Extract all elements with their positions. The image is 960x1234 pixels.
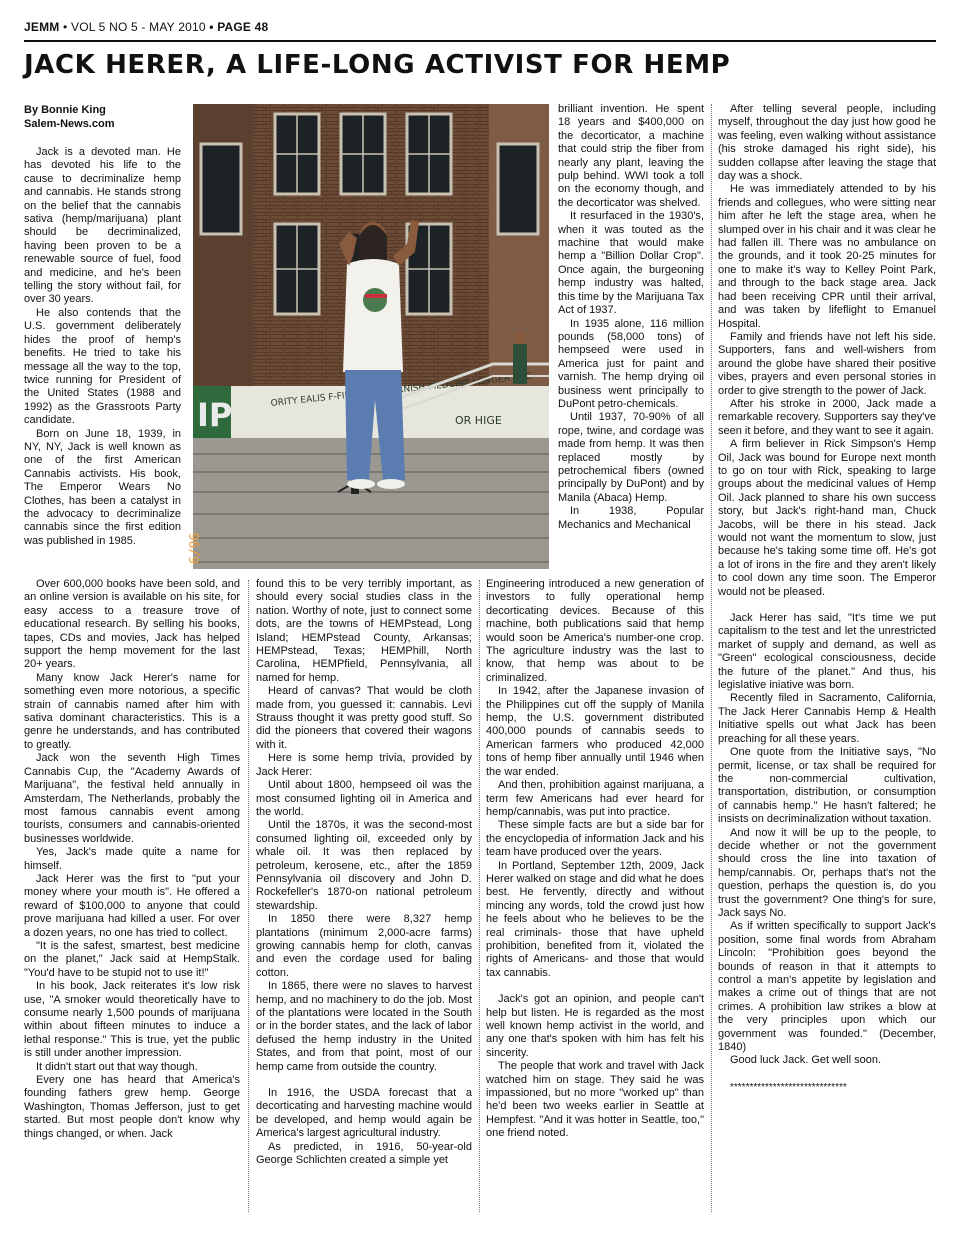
banner-side-text: OR HIGE (455, 414, 502, 427)
banner-sign-text: ORITY EALIS VARNISH-MEDCINE LONGER (270, 373, 511, 409)
paragraph: He was immediately attended to by his friends and collegues, who were sitting near him after he left the stage area, when he slumped over in his chair and it was clear he had fallen ill. There was no ambulance on the grounds, and it took 20-25 minutes for one to make it's way to Kelley Point Park, and through to the back stage area. Jack had been receiving CPR until their arrival, and was taken by lifeflight to Emanuel Hospital. (718, 183, 936, 330)
paragraph: In Portland, September 12th, 2009, Jack Herer walked on stage and did what he does best. He fervently, directly and without mincing any words, told the crowd just how he feels about who he believes to be the real criminals- those that have upheld prohibition, benefited from it, violated the rights of Americans- and those that would tax cannabis. (486, 859, 704, 979)
page-folio (24, 20, 268, 34)
paragraph: These simple facts are but a side bar for the encyclopedia of information Jack and his team have produced over the years. (486, 819, 704, 859)
paragraph: "It is the safest, smartest, best medicine on the planet," Jack said at HempStalk. "You'd have to be stupid not to use it!" (24, 939, 240, 979)
folio-sep-2: • (209, 20, 214, 34)
paragraph: One quote from the Initiative says, "No permit, license, or tax shall be required for the non-commercial cultivation, transportation, distribution, or consumption of cannabis hemp." He hasn't faltered; he insists on decriminalization without taxation. (718, 746, 936, 826)
paragraph: Heard of canvas? That would be cloth made from, you guessed it: cannabis. Levi Strauss thought it was pretty good stuff. So did the pioneers that covered their wagons with it. (256, 685, 472, 751)
paragraph: Jack is a devoted man. He has devoted his life to the cause to decriminalize hemp and cannabis. He stands strong on the belief that the cannabis sativa (hemp/marijuana) plant should be decriminalized, having been proven to be a renewable source of fuel, food and medicine, and he's been telling the story without fail, for over 30 years. (24, 146, 181, 306)
paragraph: In 1938, Popular Mechanics and Mechanical (558, 505, 704, 531)
paragraph: In 1942, after the Japanese invasion of the Philippines cut off the supply of Manila hemp, the U.S. government distributed 400,000 pounds of cannabis seeds to American farmers who produced 42,000 tons of hemp fiber annually until 1946 when the war ended. (486, 685, 704, 778)
paragraph: After telling several people, including myself, throughout the day just how good he was feeling, even walking without assistance (his stroke damaged his right side), his sudden collapse after leaving the stage that day was a shock. (718, 103, 936, 183)
paragraph: In 1916, the USDA forecast that a decorticating and harvesting machine would be developed, and hemp would again be America's largest agricultural industry. (256, 1087, 472, 1140)
header-rule (24, 40, 936, 42)
paragraph: In 1935 alone, 116 million pounds (58,000 tons) of hempseed were used in America just for paint and varnish. The hemp drying oil business went principally to DuPont petro-chemicals. (558, 317, 704, 410)
paragraph: brilliant invention. He spent 18 years and $400,000 on the decorticator, a machine that could strip the fiber from nearly any plant, leaving the pulp behind. WWI took a toll on the economy though, and the decorticator was shelved. (558, 103, 704, 209)
photo-date-stamp: 6/96 (188, 532, 203, 564)
paragraph: Engineering introduced a new generation of investors to fully operational hemp decorticating devices. Because of this machine, both publications said that hemp would soon be America's number-one crop. The agriculture industry was the last to know, that hemp was about to be criminalized. (486, 578, 704, 684)
paragraph: Jack won the seventh High Times Cannabis Cup, the "Academy Awards of Marijuana", the festival held annually in Amsterdam, The Netherlands, probably the most famous cannabis event among tourists, consumers and cannabis-oriented businesses worldwide. (24, 752, 240, 845)
byline (24, 103, 114, 131)
paragraph: Yes, Jack's made quite a name for himself. (24, 846, 240, 872)
paragraph: In his book, Jack reiterates it's low risk use, "A smoker would theoretically have to consume nearly 1,500 pounds of marijuana within about fifteen minutes to induce a lethal response." This is true, yet the public is still under another impression. (24, 980, 240, 1060)
end-mark: ****************************** (730, 1081, 847, 1093)
paragraph: In 1850 there were 8,327 hemp plantations (minimum 2,000-acre farms) growing cannabis hemp for cloth, canvas and even the cordage used for baling cotton. (256, 913, 472, 979)
column-divider-1 (248, 580, 249, 1212)
column-1-top (24, 146, 181, 548)
column-4 (718, 103, 936, 1094)
column-divider-3 (711, 104, 712, 1212)
photo-illustration (188, 104, 549, 569)
paragraph: Jack Herer was the first to "put your money where your mouth is". He offered a reward of $100,000 to anyone that could prove marijuana had killed a user. For over a dozen years, no one has tried to collect. (24, 872, 240, 939)
column-3-bottom (486, 578, 704, 1141)
paragraph: Recently filed in Sacramento, California, The Jack Herer Cannabis Hemp & Health Initiative spells out what Jack has been preaching for all these years. (718, 692, 936, 745)
byline-author: By Bonnie King (24, 104, 106, 116)
paragraph: Jack's got an opinion, and people can't help but listen. He is regarded as the most well known hemp activist in the world, and any one that's spoken with him has felt his sincerity. (486, 993, 704, 1059)
banner-left-letters: IP (197, 396, 233, 434)
paragraph: found this to be very terribly important, as should every social studies class in the nation. Worthy of note, just to connect some dots, are the towns of HEMPstead, Long Island; HEMPstead County, Arkansas; HEMPstead, Texas; HEMPhill, North Carolina, HEMPfield, Pennsylvania, all named for hemp. (256, 578, 472, 684)
paragraph: Good luck Jack. Get well soon. (730, 1054, 882, 1067)
article-headline: JACK HERER, A LIFE-LONG ACTIVIST FOR HEMP (24, 50, 731, 80)
paragraph: As if written specifically to support Jack's position, some final words from Abraham Lincoln: "Prohibition goes beyond the bounds of reason in that it attempts to control a man's appetite by legislation and makes a crime out of things that are not crimes. A prohibition law strikes a blow at the very principles upon which our government was founded." (December, 1840) (718, 920, 936, 1054)
column-1-bottom (24, 578, 240, 1141)
paragraph: Over 600,000 books have been sold, and an online version is available on his site, for easy access to a treasure trove of educational research. By selling his books, tapes, CDs and movies, Jack has helped support the hemp movement for the last 20+ years. (24, 578, 240, 671)
paragraph: Here is some hemp trivia, provided by Jack Herer: (256, 752, 472, 778)
issue-info: VOL 5 NO 5 - MAY 2010 (70, 20, 206, 34)
paragraph: It resurfaced in the 1930's, when it was touted as the machine that would make hemp a "Billion Dollar Crop". Once again, the burgeoning hemp industry was halted, this time by the Marijuana Tax Act of 1937. (558, 210, 704, 317)
paragraph: Until 1937, 70-90% of all rope, twine, and cordage was made from hemp. It was then replaced mostly by petrochemical fibers (owned principally by DuPont) and by Manila (Abaca) Hemp. (558, 411, 704, 504)
paragraph: After his stroke in 2000, Jack made a remarkable recovery. Supporters say they've seen it before, and they want to see it again. (718, 397, 936, 437)
paragraph: A firm believer in Rick Simpson's Hemp Oil, Jack was bound for Europe next month to go on tour with Rick, speaking to large groups about the medicinal values of Hemp Oil. Jack planned to share his own success story, but Jack's right-hand man, Chuck Jacobs, will be there in his stead. Jack would not want the momentum to slow, just because he's taking some time off. He's got a lot of irons in the fire and they aren't likely to cool down any time soon. The Emperor would not be pleased. (718, 438, 936, 598)
paragraph: Born on June 18, 1939, in NY, NY, Jack is well known as one of the first American Cannabis activists. His book, The Emperor Wears No Clothes, has been a catalyst in the advocacy to decriminalize cannabis since the first edition was published in 1985. (24, 427, 181, 547)
paragraph: Every one has heard that America's founding fathers grew hemp. George Washington, Thomas Jefferson, just to get started. But most people don't know why things changed, or when. Jack (24, 1074, 240, 1140)
paragraph: Until about 1800, hempseed oil was the most consumed lighting oil in America and the world. (256, 779, 472, 818)
paragraph: He also contends that the U.S. government deliberately hides the proof of hemp's benefits. He tried to take his message all the way to the top, twice running for President of the United States (1988 and 1992) as the Grassroots Party candidate. (24, 306, 181, 427)
column-2 (256, 578, 472, 1167)
article-photo (188, 104, 549, 569)
paragraph: Jack Herer has said, "It's time we put capitalism to the test and let the unrestricted market of supply and demand, as well as "Green" ecological consciousness, decide the future of the planet." And thus, his legislative iniative was born. (718, 612, 936, 692)
paragraph: Until the 1870s, it was the second-most consumed lighting oil, exceeded only by whale oil. It was then replaced by petroleum, kerosene, etc., after the 1859 Pennsylvania oil discovery and John D. Rockefeller's 1870-on national petroleum stewardship. (256, 819, 472, 912)
paragraph: And then, prohibition against marijuana, a term few Americans had ever heard for hemp/cannabis, was put into practice. (486, 779, 704, 818)
paragraph: Family and friends have not left his side. Supporters, fans and well-wishers from around the globe have shared their positive vibes, prayers and even personal stories in order to give strength to the power of Jack. (718, 330, 936, 397)
column-divider-2 (479, 580, 480, 1212)
paragraph: It didn't start out that way though. (36, 1060, 198, 1073)
paragraph: And now it will be up to the people, to decide whether or not the government should cross the line into taxation of hemp/cannabis. Or, perhaps that's not the question, perhaps the question is, do you trust the government? One thing's for sure, Jack says No. (718, 826, 936, 919)
paragraph: The people that work and travel with Jack watched him on stage. They said he was impassioned, but no more "worked up" than he'd been two weeks earlier in Seattle at Hempfest. "And it was hotter in Seattle, too," one friend noted. (486, 1060, 704, 1140)
column-3-top (558, 103, 704, 532)
paragraph: In 1865, there were no slaves to harvest hemp, and no machinery to do the job. Most of the plantations were located in the South or in the border states, and the lack of labor defused the hemp industry in the United States, and from that point, most of our hemp came from outside the country. (256, 980, 472, 1073)
masthead: JEMM (24, 20, 60, 34)
paragraph: Many know Jack Herer's name for something even more notorious, a specific strain of cannabis named after him with sativa dominant characteristics. This is a genre he understands, and has contributed to greatly. (24, 671, 240, 751)
folio-sep-1: • (63, 20, 68, 34)
page-number: PAGE 48 (217, 20, 269, 34)
paragraph: As predicted, in 1916, 50-year-old George Schlichten created a simple yet (256, 1140, 472, 1167)
byline-source: Salem-News.com (24, 118, 115, 130)
